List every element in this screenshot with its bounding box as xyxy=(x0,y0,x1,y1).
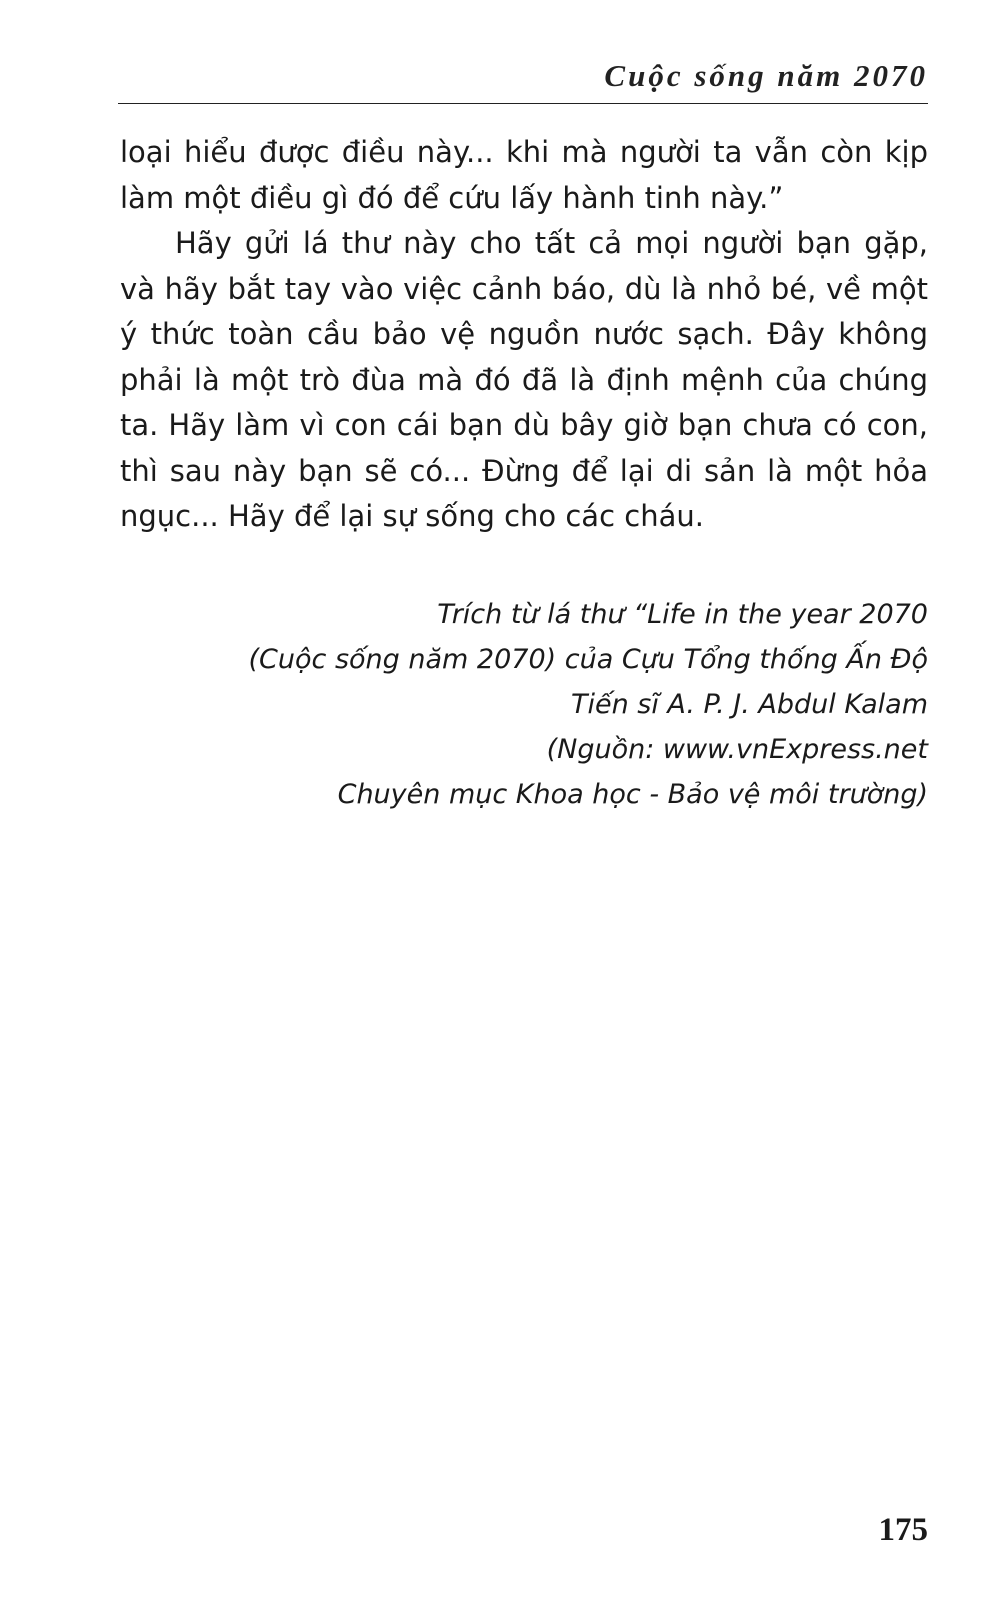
page-number: 175 xyxy=(878,1512,928,1548)
attribution-line: Trích từ lá thư “Life in the year 2070 xyxy=(437,599,928,630)
attribution-line: Tiến sĩ A. P. J. Abdul Kalam xyxy=(570,689,928,720)
page-header xyxy=(118,58,928,104)
running-title: Cuộc sống năm 2070 xyxy=(604,58,928,93)
attribution-line: (Nguồn: www.vnExpress.net xyxy=(546,734,928,765)
paragraph-main: Hãy gửi lá thư này cho tất cả mọi người bạn gặp, và hãy bắt tay vào việc cảnh báo, dù là nhỏ bé, về một ý thức toàn cầu bảo vệ nguồn nước sạch. Đây không phải là một trò đùa mà đó đã là định mệnh của chúng ta. Hãy làm vì con cái bạn dù bây giờ bạn chưa có con, thì sau này bạn sẽ có... Đừng để lại di sản là một hỏa ngục... Hãy để lại sự sống cho các cháu. xyxy=(120,226,928,533)
attribution-line: Chuyên mục Khoa học - Bảo vệ môi trường) xyxy=(337,779,928,810)
body-text xyxy=(120,130,928,540)
attribution-line: (Cuộc sống năm 2070) của Cựu Tổng thống Ấn Độ xyxy=(248,644,928,675)
paragraph-continuation: loại hiểu được điều này... khi mà người ta vẫn còn kịp làm một điều gì đó để cứu lấy hành tinh này.” xyxy=(120,135,928,215)
attribution xyxy=(128,592,928,817)
